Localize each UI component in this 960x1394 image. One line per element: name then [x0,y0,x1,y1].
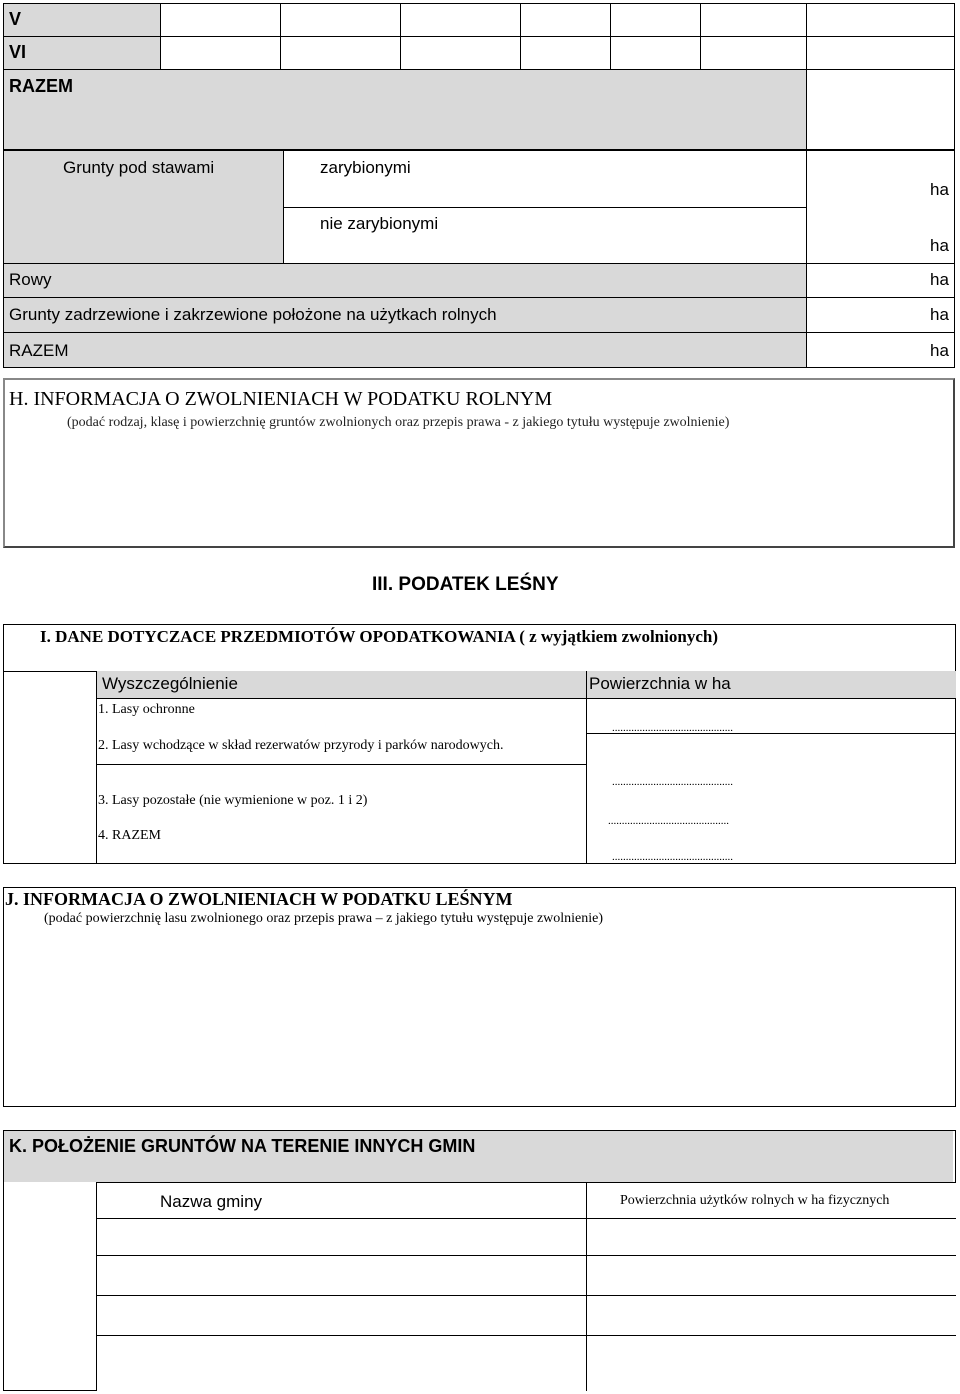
v-input-2[interactable] [282,5,398,34]
gmina-name-input-3[interactable] [98,1297,584,1333]
unit-ha-unstocked: ha [930,236,949,255]
section-h-title: H. INFORMACJA O ZWOLNIENIACH W PODATKU ROLNYM [9,388,553,410]
vi-input-1[interactable] [162,38,278,67]
forest-row-4-label: 4. RAZEM [98,828,161,843]
unit-ha-wooded: ha [930,305,949,324]
ponds-label: Grunty pod stawami [63,158,215,177]
forest-row-2-label: 2. Lasy wchodzące w skład rezerwatów przyrody i parków narodowych. [98,738,504,753]
v-input-total[interactable] [808,5,953,34]
unit-ha-stocked: ha [930,180,949,199]
unstocked-input[interactable] [808,209,923,261]
row-label-v: V [9,9,22,29]
section-i-title: I. DANE DOTYCZACE PRZEDMIOTÓW OPODATKOWANIA ( z wyjątkiem zwolnionych) [40,627,718,646]
forest-row-2-value[interactable]: ............................................ [612,776,733,788]
forest-row-1-value[interactable]: ............................................ [612,722,733,734]
gmina-name-input-1[interactable] [98,1220,584,1253]
gmina-area-input-4[interactable] [588,1337,954,1389]
unit-ha-rowy: ha [930,270,949,289]
razem-input-total[interactable] [808,71,953,148]
section-iii-title: III. PODATEK LEŚNY [372,574,559,595]
wooded-input[interactable] [808,299,923,330]
section-h-subtitle: (podać rodzaj, klasę i powierzchnię gruntów zwolnionych oraz przepis prawa - z jakiego tytułu występuje zwolnienie) [67,415,730,430]
vi-input-total[interactable] [808,38,953,67]
ponds-total-input[interactable] [808,334,923,366]
vi-input-2[interactable] [282,38,398,67]
gmina-area-input-1[interactable] [588,1220,954,1253]
section-j-box [3,887,956,1107]
gmina-area-input-2[interactable] [588,1257,954,1293]
unit-ha-total: ha [930,341,949,360]
forest-row-4-value[interactable]: ............................................ [612,851,733,863]
forest-row-1-label: 1. Lasy ochronne [98,702,195,717]
col-area-header: Powierzchnia w ha [589,674,731,693]
section-h-box [3,378,955,548]
gmina-name-input-4[interactable] [98,1337,584,1389]
v-input-1[interactable] [162,5,278,34]
section-j-title: J. INFORMACJA O ZWOLNIENIACH W PODATKU LEŚNYM [5,889,513,909]
row-label-vi: VI [9,42,27,62]
section-k-title: K. POŁOŻENIE GRUNTÓW NA TERENIE INNYCH GMIN [9,1136,476,1156]
rowy-label: Rowy [9,270,52,289]
gmina-area-input-3[interactable] [588,1297,954,1333]
wooded-label: Grunty zadrzewione i zakrzewione położone na użytkach rolnych [9,305,497,324]
unstocked-label: nie zarybionymi [320,214,439,233]
forest-row-3-label: 3. Lasy pozostałe (nie wymienione w poz. 1 i 2) [98,793,368,808]
section-h-textarea[interactable] [9,440,947,540]
stocked-label: zarybionymi [320,158,411,177]
stocked-input[interactable] [808,152,923,205]
forest-row-3-value[interactable]: ............................................ [608,815,729,827]
rowy-input[interactable] [808,265,923,295]
col-gmina-area-header: Powierzchnia użytków rolnych w ha fizycznych [620,1193,890,1208]
section-j-textarea[interactable] [8,938,948,1098]
row-label-razem: RAZEM [9,76,73,96]
ponds-total-label: RAZEM [9,341,69,360]
vi-input-3[interactable] [402,38,518,67]
gmina-name-input-2[interactable] [98,1257,584,1293]
v-input-3[interactable] [402,5,518,34]
col-gmina-header: Nazwa gminy [160,1192,263,1211]
col-spec-header: Wyszczególnienie [102,674,238,693]
section-j-subtitle: (podać powierzchnię lasu zwolnionego oraz przepis prawa – z jakiego tytułu występuje zwolnienie) [44,911,604,926]
